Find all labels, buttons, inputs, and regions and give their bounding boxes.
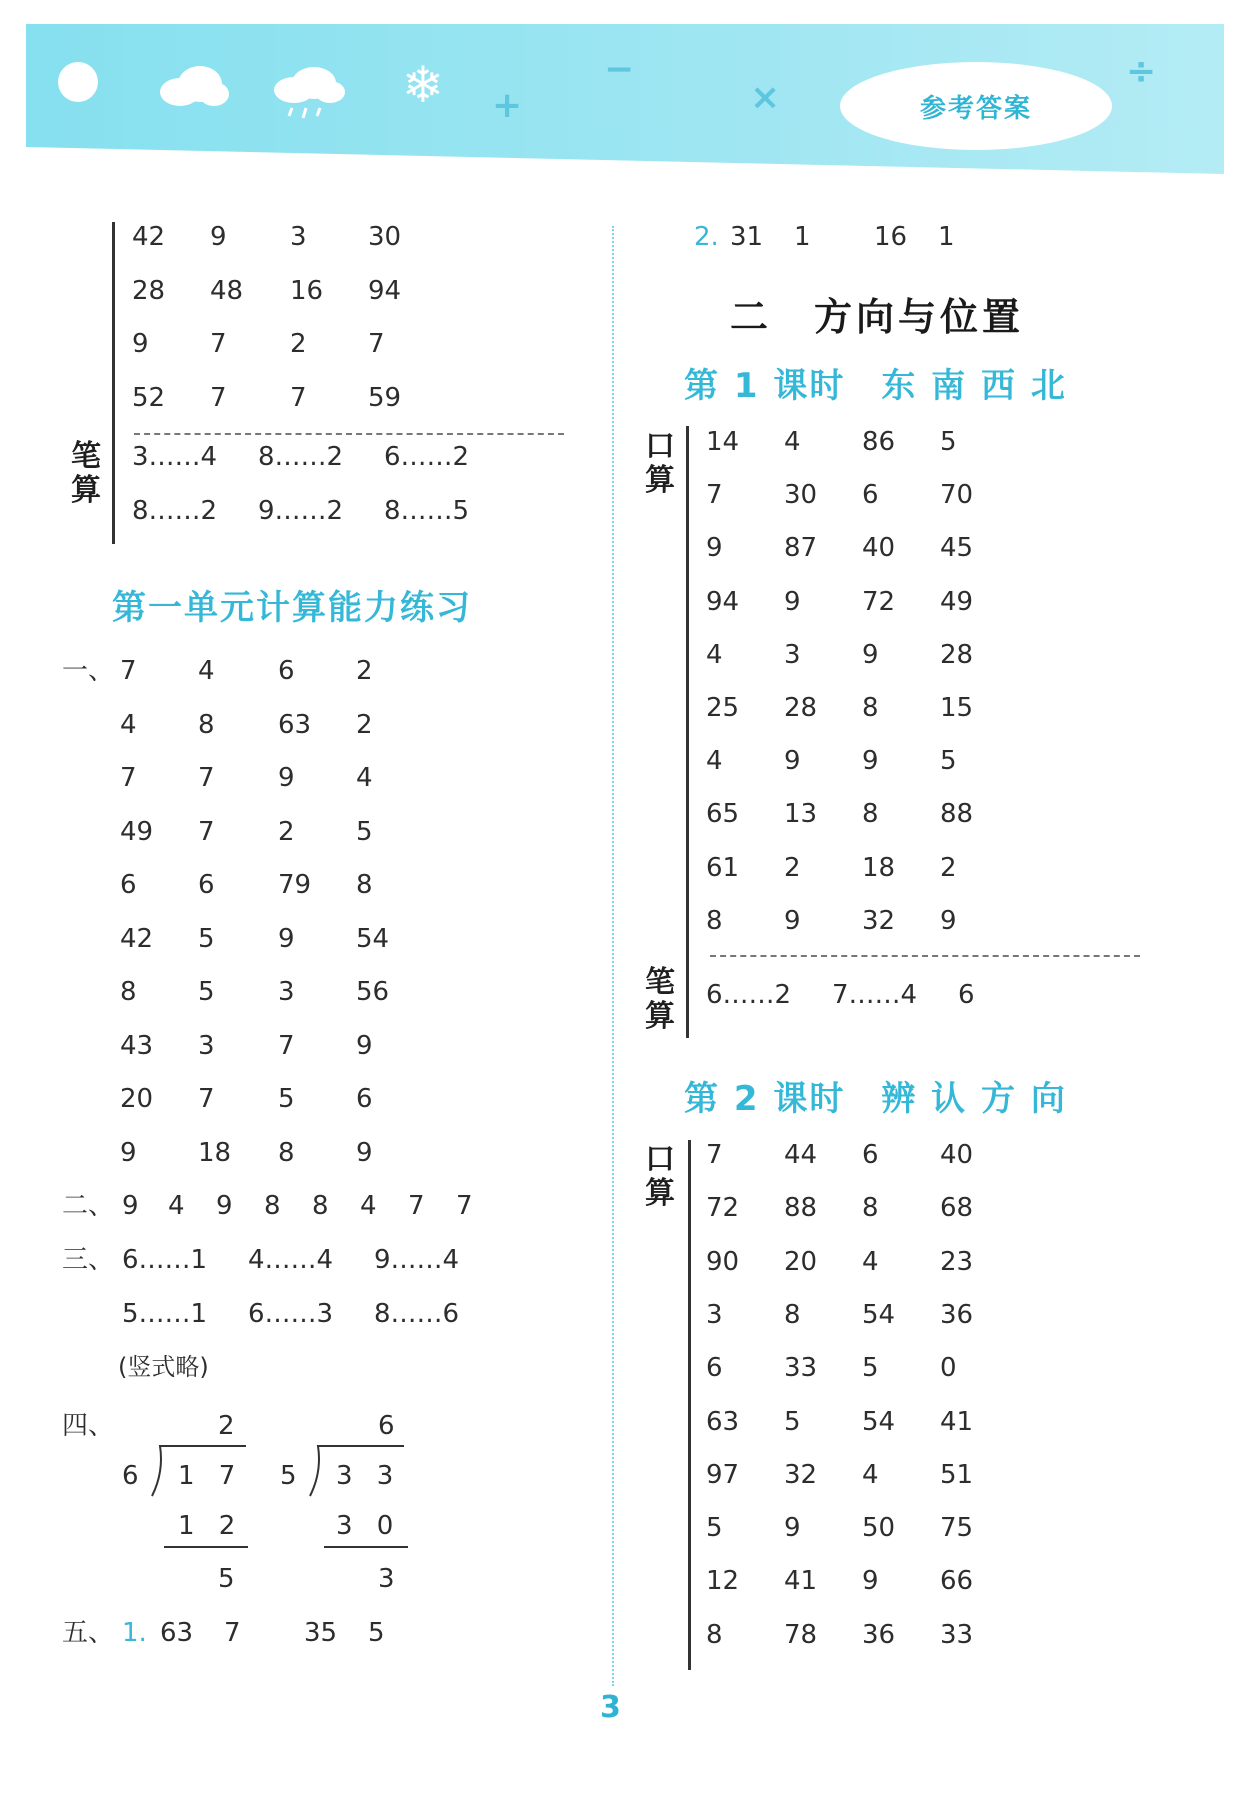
kousuan-cell: 8 — [784, 1299, 801, 1330]
kousuan-cell: 4 — [862, 1246, 879, 1277]
kousuan-cell: 0 — [940, 1353, 957, 1384]
table-cell: 94 — [368, 275, 402, 306]
table-cell: 59 — [368, 382, 402, 413]
part3-label: 三、 — [62, 1245, 115, 1275]
part2-cell: 8 — [312, 1191, 329, 1221]
kousuan-cell: 32 — [784, 1459, 818, 1490]
kousuan-cell: 45 — [940, 533, 974, 564]
kousuan-cell: 9 — [706, 533, 723, 564]
part1-cell: 3 — [198, 1030, 215, 1061]
kousuan-cell: 5 — [784, 1406, 801, 1437]
part1-cell: 2 — [356, 709, 373, 740]
part1-cell: 9 — [356, 1137, 373, 1168]
remainder: 5 — [218, 1564, 235, 1594]
table-cell: 7 — [368, 329, 385, 359]
bisuan-cell: 8……2 — [132, 495, 218, 526]
page-number: 3 — [600, 1690, 621, 1725]
part1-cell: 5 — [278, 1084, 295, 1114]
part3-note: (竖式略) — [118, 1353, 209, 1381]
kousuan-cell: 9 — [784, 1513, 801, 1544]
bisuan-cell: 7……4 — [832, 980, 918, 1010]
kousuan-char: 口 — [645, 429, 675, 464]
kousuan-cell: 3 — [784, 639, 801, 670]
part2-cell: 7 — [456, 1191, 473, 1221]
bisuan-label — [68, 440, 104, 508]
part1-cell: 7 — [198, 1084, 215, 1114]
kousuan-cell: 66 — [940, 1566, 974, 1597]
part3-cell: 6……3 — [248, 1298, 334, 1329]
kousuan-cell: 14 — [706, 427, 740, 457]
bisuan-cell: 6 — [958, 980, 975, 1010]
kousuan-cell: 9 — [784, 586, 801, 617]
part1-cell: 4 — [356, 763, 373, 793]
subtraction-line — [324, 1546, 408, 1548]
part1-cell: 54 — [356, 923, 390, 954]
part1-cell: 9 — [278, 923, 295, 954]
kousuan-cell: 9 — [784, 746, 801, 777]
part1-cell: 7 — [120, 656, 137, 686]
part5-value: 5 — [368, 1618, 385, 1648]
kousuan-cell: 8 — [706, 905, 723, 936]
part2-cell: 9 — [122, 1191, 139, 1221]
right-top-value: 1 — [794, 222, 811, 252]
lesson1-title: 第 1 课时 东 南 西 北 — [684, 366, 1067, 406]
part4-label: 四、 — [62, 1411, 115, 1441]
table-cell: 28 — [132, 275, 166, 306]
bisuan-char: 算 — [645, 999, 675, 1034]
kousuan-cell: 86 — [862, 427, 896, 457]
right-top-value: 1 — [938, 222, 955, 252]
part5-label: 五、 — [62, 1618, 115, 1648]
part1-cell: 9 — [120, 1137, 137, 1168]
kousuan-cell: 4 — [706, 639, 723, 670]
lesson2-title: 第 2 课时 辨 认 方 向 — [684, 1079, 1067, 1119]
subtraction-line — [164, 1546, 248, 1548]
kousuan-cell: 87 — [784, 533, 818, 564]
kousuan-cell: 61 — [706, 852, 740, 883]
quotient: 2 — [218, 1411, 235, 1441]
kousuan-cell: 8 — [862, 693, 879, 723]
part1-cell: 5 — [198, 977, 215, 1007]
answer-key-badge: 参考答案 — [840, 62, 1112, 150]
kousuan-cell: 4 — [862, 1459, 879, 1490]
table-cell: 52 — [132, 382, 166, 413]
kousuan-cell: 33 — [784, 1353, 818, 1384]
kousuan-cell: 72 — [706, 1193, 740, 1224]
kousuan-cell: 40 — [862, 533, 896, 564]
part1-cell: 9 — [356, 1030, 373, 1061]
kousuan-cell: 41 — [784, 1566, 818, 1597]
part5-item-number: 1. — [122, 1618, 147, 1648]
part1-cell: 79 — [278, 870, 312, 900]
kousuan-cell: 12 — [706, 1566, 740, 1597]
kousuan-label — [642, 1143, 678, 1211]
kousuan-label — [642, 430, 678, 498]
kousuan-cell: 88 — [940, 799, 974, 830]
kousuan-cell: 28 — [784, 693, 818, 723]
part3-cell: 5……1 — [122, 1298, 208, 1329]
minus-symbol: − — [604, 49, 635, 90]
part2-cell: 4 — [360, 1191, 377, 1221]
kousuan-cell: 9 — [784, 905, 801, 936]
part2-cell: 9 — [216, 1191, 233, 1221]
cloud-icon — [158, 62, 230, 108]
part5-value: 63 — [160, 1618, 194, 1648]
lesson2-vertical-line — [688, 1140, 691, 1670]
bisuan-cell: 6……2 — [384, 442, 470, 472]
part1-cell: 6 — [120, 870, 137, 900]
right-top-value: 31 — [730, 222, 764, 252]
kousuan-char: 算 — [645, 1176, 675, 1211]
kousuan-cell: 30 — [784, 480, 818, 511]
divisor: 5 — [280, 1461, 297, 1491]
sun-icon — [58, 62, 98, 102]
kousuan-cell: 2 — [940, 852, 957, 883]
kousuan-cell: 5 — [940, 746, 957, 777]
table-cell: 7 — [290, 382, 307, 413]
kousuan-cell: 8 — [862, 799, 879, 830]
kousuan-cell: 9 — [862, 1566, 879, 1597]
divide-symbol: ÷ — [1126, 51, 1157, 92]
part2-label: 二、 — [62, 1191, 115, 1221]
bisuan-cell: 3……4 — [132, 442, 218, 472]
dividend: 3 3 — [336, 1461, 402, 1491]
kousuan-cell: 50 — [862, 1513, 896, 1544]
kousuan-cell: 44 — [784, 1140, 818, 1170]
bisuan-char: 笔 — [645, 965, 675, 1000]
quotient: 6 — [378, 1411, 395, 1441]
part1-cell: 5 — [356, 816, 373, 847]
kousuan-cell: 33 — [940, 1619, 974, 1650]
column-divider — [612, 226, 614, 1686]
part1-cell: 63 — [278, 709, 312, 740]
kousuan-cell: 6 — [862, 1140, 879, 1170]
kousuan-cell: 88 — [784, 1193, 818, 1224]
table-cell: 9 — [132, 329, 149, 359]
part1-cell: 8 — [278, 1137, 295, 1168]
part3-cell: 8……6 — [374, 1298, 460, 1329]
part1-cell: 20 — [120, 1084, 154, 1114]
kousuan-cell: 28 — [940, 639, 974, 670]
kousuan-cell: 70 — [940, 480, 974, 511]
part1-cell: 49 — [120, 816, 154, 847]
kousuan-cell: 36 — [940, 1299, 974, 1330]
part2-cell: 4 — [168, 1191, 185, 1221]
part1-cell: 4 — [198, 656, 215, 686]
part1-cell: 6 — [356, 1084, 373, 1114]
kousuan-cell: 5 — [940, 427, 957, 457]
rain-cloud-icon — [272, 66, 346, 122]
part1-cell: 8 — [356, 870, 373, 900]
kousuan-cell: 9 — [862, 639, 879, 670]
bisuan-cell: 6……2 — [706, 980, 792, 1010]
kousuan-char: 算 — [645, 463, 675, 498]
dashed-separator — [710, 955, 1140, 957]
kousuan-cell: 65 — [706, 799, 740, 830]
part2-cell: 7 — [408, 1191, 425, 1221]
kousuan-cell: 18 — [862, 852, 896, 883]
kousuan-cell: 41 — [940, 1406, 974, 1437]
part1-cell: 7 — [278, 1030, 295, 1061]
kousuan-cell: 7 — [706, 1140, 723, 1170]
kousuan-cell: 5 — [706, 1513, 723, 1544]
kousuan-cell: 54 — [862, 1406, 896, 1437]
kousuan-cell: 4 — [784, 427, 801, 457]
part3-cell: 4……4 — [248, 1245, 334, 1275]
table-cell: 3 — [290, 222, 307, 252]
kousuan-cell: 90 — [706, 1246, 740, 1277]
bisuan-char: 算 — [71, 473, 101, 508]
product: 3 0 — [336, 1511, 402, 1541]
kousuan-cell: 2 — [784, 852, 801, 883]
part1-cell: 6 — [278, 656, 295, 686]
part1-cell: 4 — [120, 709, 137, 740]
table-cell: 7 — [210, 329, 227, 359]
kousuan-cell: 5 — [862, 1353, 879, 1384]
right-top-value: 16 — [874, 222, 908, 252]
part1-cell: 8 — [120, 977, 137, 1007]
part1-cell: 9 — [278, 763, 295, 793]
table-cell: 16 — [290, 275, 324, 306]
bisuan-cell: 8……2 — [258, 442, 344, 472]
kousuan-cell: 8 — [862, 1193, 879, 1224]
part1-cell: 7 — [198, 816, 215, 847]
part1-cell: 3 — [278, 977, 295, 1007]
part1-cell: 42 — [120, 923, 154, 954]
part1-cell: 18 — [198, 1137, 232, 1168]
part5-value: 35 — [304, 1618, 338, 1648]
table-cell: 48 — [210, 275, 244, 306]
chapter-title: 二 方向与位置 — [730, 295, 1025, 339]
divisor: 6 — [122, 1461, 139, 1491]
dividend: 1 7 — [178, 1461, 244, 1491]
kousuan-cell: 6 — [706, 1353, 723, 1384]
kousuan-cell: 6 — [862, 480, 879, 511]
kousuan-cell: 32 — [862, 905, 896, 936]
part1-cell: 7 — [120, 763, 137, 793]
bisuan-cell: 8……5 — [384, 495, 470, 526]
lesson1-vertical-line — [686, 426, 689, 1038]
kousuan-cell: 36 — [862, 1619, 896, 1650]
table-cell: 42 — [132, 222, 166, 252]
kousuan-cell: 94 — [706, 586, 740, 617]
kousuan-cell: 51 — [940, 1459, 974, 1490]
part1-cell: 43 — [120, 1030, 154, 1061]
kousuan-cell: 4 — [706, 746, 723, 777]
part1-cell: 56 — [356, 977, 390, 1007]
table-cell: 9 — [210, 222, 227, 252]
part3-cell: 9……4 — [374, 1245, 460, 1275]
snowflake-icon: ❄ — [402, 56, 444, 114]
table-cell: 2 — [290, 329, 307, 359]
part1-cell: 2 — [356, 656, 373, 686]
kousuan-cell: 54 — [862, 1299, 896, 1330]
table-cell: 7 — [210, 382, 227, 413]
unit-title: 第一单元计算能力练习 — [112, 588, 472, 628]
part1-cell: 2 — [278, 816, 295, 847]
bisuan-cell: 9……2 — [258, 495, 344, 526]
plus-symbol: + — [492, 85, 523, 126]
kousuan-cell: 9 — [940, 905, 957, 936]
kousuan-char: 口 — [645, 1142, 675, 1177]
table-cell: 30 — [368, 222, 402, 252]
part2-cell: 8 — [264, 1191, 281, 1221]
kousuan-cell: 13 — [784, 799, 818, 830]
kousuan-cell: 15 — [940, 693, 974, 723]
kousuan-cell: 75 — [940, 1513, 974, 1544]
product: 1 2 — [178, 1511, 244, 1541]
left-top-vertical-line — [112, 222, 115, 544]
kousuan-cell: 3 — [706, 1299, 723, 1330]
kousuan-cell: 49 — [940, 586, 974, 617]
part1-cell: 6 — [198, 870, 215, 900]
bisuan-label — [642, 966, 678, 1034]
part5-value: 7 — [224, 1618, 241, 1648]
kousuan-cell: 40 — [940, 1140, 974, 1170]
kousuan-cell: 20 — [784, 1246, 818, 1277]
kousuan-cell: 72 — [862, 586, 896, 617]
kousuan-cell: 7 — [706, 480, 723, 511]
kousuan-cell: 78 — [784, 1619, 818, 1650]
part1-cell: 5 — [198, 923, 215, 954]
kousuan-cell: 68 — [940, 1193, 974, 1224]
part3-cell: 6……1 — [122, 1245, 208, 1275]
kousuan-cell: 8 — [706, 1619, 723, 1650]
kousuan-cell: 63 — [706, 1406, 740, 1437]
part1-cell: 8 — [198, 709, 215, 740]
kousuan-cell: 25 — [706, 693, 740, 723]
kousuan-cell: 9 — [862, 746, 879, 777]
dashed-separator — [134, 433, 564, 435]
part1-label: 一、 — [62, 656, 115, 686]
kousuan-cell: 97 — [706, 1459, 740, 1490]
kousuan-cell: 23 — [940, 1246, 974, 1277]
bisuan-char: 笔 — [71, 439, 101, 474]
times-symbol: × — [750, 77, 781, 118]
right-top-item-number: 2. — [694, 222, 719, 252]
remainder: 3 — [378, 1564, 395, 1594]
part1-cell: 7 — [198, 763, 215, 793]
